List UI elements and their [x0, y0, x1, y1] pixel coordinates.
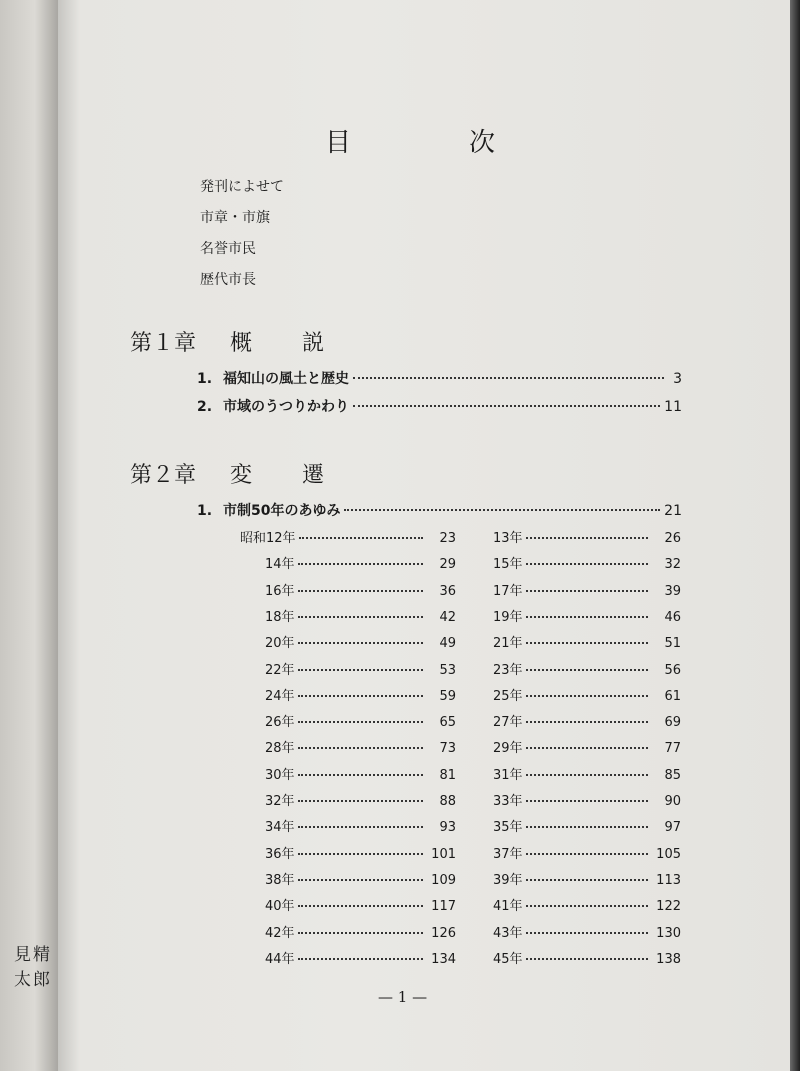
entry-label: 市制50年のあゆみ: [223, 503, 341, 519]
year-page: 77: [664, 741, 681, 757]
year-label: 25年: [493, 688, 523, 704]
year-entry[interactable]: [265, 711, 456, 731]
chapter-number: 第１章: [130, 331, 197, 356]
year-entry[interactable]: [265, 580, 456, 600]
year-entry[interactable]: [265, 948, 456, 968]
year-label: 24年: [265, 688, 295, 704]
year-label: 29年: [493, 741, 523, 757]
dot-leader: [526, 616, 648, 618]
year-label: 40年: [265, 899, 295, 915]
dot-leader: [526, 563, 648, 565]
front-matter-item[interactable]: 市章・市旗: [200, 210, 270, 226]
year-entry[interactable]: [265, 737, 456, 757]
entry-label: 福知山の風土と歴史: [223, 371, 349, 387]
dot-leader: [526, 958, 648, 960]
dot-leader: [526, 800, 648, 802]
chapter-title-char: 変: [230, 463, 253, 488]
dot-leader: [353, 377, 664, 379]
year-label: 28年: [265, 741, 295, 757]
year-entry[interactable]: [493, 869, 681, 889]
year-entry[interactable]: [493, 606, 681, 626]
year-page: 138: [656, 951, 681, 967]
dot-leader: [344, 509, 660, 511]
page-number: — 1 —: [378, 988, 428, 1006]
dot-leader: [526, 905, 648, 907]
year-label: 45年: [493, 951, 523, 967]
dot-leader: [298, 590, 423, 592]
year-page: 29: [439, 557, 456, 573]
adjacent-page-text: 見精太郎: [14, 945, 52, 990]
year-entry[interactable]: [265, 632, 456, 652]
year-page: 93: [439, 820, 456, 836]
dot-leader: [298, 616, 423, 618]
year-entry[interactable]: [265, 606, 456, 626]
year-label: 21年: [493, 636, 523, 652]
year-label: 18年: [265, 609, 295, 625]
dot-leader: [298, 721, 423, 723]
year-entry[interactable]: [265, 659, 456, 679]
year-page: 53: [439, 662, 456, 678]
year-page: 49: [439, 636, 456, 652]
dot-leader: [298, 747, 423, 749]
entry-page: 11: [664, 399, 682, 415]
year-entry[interactable]: [493, 659, 681, 679]
chapter-number: 第２章: [130, 463, 197, 488]
year-page: 97: [664, 820, 681, 836]
dot-leader: [298, 853, 423, 855]
toc-title: [325, 122, 495, 159]
year-label: 44年: [265, 951, 295, 967]
year-label: 15年: [493, 557, 523, 573]
dot-leader: [526, 590, 648, 592]
year-label: 31年: [493, 767, 523, 783]
year-page: 105: [656, 846, 681, 862]
year-page: 36: [439, 583, 456, 599]
dot-leader: [298, 958, 423, 960]
year-label: 27年: [493, 715, 523, 731]
year-entry[interactable]: [265, 816, 456, 836]
year-page: 39: [664, 583, 681, 599]
dot-leader: [526, 721, 648, 723]
year-label: 23年: [493, 662, 523, 678]
entry-page: 3: [673, 371, 682, 387]
toc-title-char-2: 次: [469, 128, 496, 158]
year-entry[interactable]: [493, 922, 681, 942]
dot-leader: [526, 853, 648, 855]
year-label: 20年: [265, 636, 295, 652]
dot-leader: [298, 695, 423, 697]
year-page: 113: [656, 872, 681, 888]
year-label: 33年: [493, 794, 523, 809]
year-label: 22年: [265, 662, 295, 678]
year-page: 56: [664, 662, 681, 678]
year-page: 88: [439, 794, 456, 809]
year-entry[interactable]: [493, 737, 681, 757]
year-page: 126: [431, 925, 456, 941]
year-entry[interactable]: [265, 685, 456, 705]
dot-leader: [298, 932, 423, 934]
year-entry[interactable]: [240, 527, 456, 547]
front-matter-list: [200, 178, 284, 302]
year-page: 134: [431, 951, 456, 967]
year-entry[interactable]: [265, 922, 456, 942]
year-label: 38年: [265, 872, 295, 888]
year-label: 32年: [265, 794, 295, 809]
year-page: 59: [439, 688, 456, 704]
dot-leader: [298, 642, 423, 644]
dot-leader: [298, 826, 423, 828]
year-page: 117: [431, 899, 456, 915]
toc-title-char-1: 目: [325, 128, 352, 158]
year-page: 109: [431, 872, 456, 888]
year-entry[interactable]: [265, 843, 456, 863]
year-entry[interactable]: [493, 553, 681, 573]
chapter-1-heading: [130, 326, 324, 357]
chapter-title: [230, 331, 324, 356]
dot-leader: [298, 800, 423, 802]
year-label: 19年: [493, 609, 523, 625]
year-label: 41年: [493, 899, 523, 915]
dot-leader: [298, 563, 423, 565]
toc-entry[interactable]: [197, 396, 682, 416]
page-edge-shadow: [790, 0, 800, 1071]
dot-leader: [526, 642, 648, 644]
year-page: 90: [664, 794, 681, 809]
year-label: 35年: [493, 820, 523, 836]
year-entry[interactable]: [493, 895, 681, 915]
dot-leader: [298, 905, 423, 907]
year-entry[interactable]: [493, 790, 681, 810]
year-entry[interactable]: [493, 632, 681, 652]
entry-number: 2.: [197, 399, 213, 415]
year-page: 69: [664, 715, 681, 731]
year-page: 42: [439, 609, 456, 625]
entry-number: 1.: [197, 371, 213, 387]
year-label: 26年: [265, 715, 295, 731]
year-label: 17年: [493, 583, 523, 599]
year-page: 51: [664, 636, 681, 652]
adjacent-page: [0, 0, 58, 1071]
year-label: 42年: [265, 925, 295, 941]
chapter-title-char: 説: [302, 331, 325, 356]
dot-leader: [526, 695, 648, 697]
year-entry[interactable]: [493, 843, 681, 863]
year-page: 61: [664, 688, 681, 704]
year-entry[interactable]: [493, 816, 681, 836]
year-entry[interactable]: [265, 869, 456, 889]
year-label: 14年: [265, 557, 295, 573]
dot-leader: [526, 826, 648, 828]
dot-leader: [298, 669, 423, 671]
year-entry[interactable]: [493, 948, 681, 968]
year-entry[interactable]: [265, 553, 456, 573]
year-entry[interactable]: [265, 895, 456, 915]
front-matter-item[interactable]: 歴代市長: [200, 272, 256, 288]
chapter-title-char: 遷: [302, 463, 325, 488]
toc-entry[interactable]: [197, 500, 682, 520]
dot-leader: [526, 774, 648, 776]
dot-leader: [526, 537, 648, 539]
front-matter-item[interactable]: 発刊によせて: [200, 179, 284, 195]
year-label: 16年: [265, 583, 295, 599]
year-label: 34年: [265, 820, 295, 836]
entry-label: 市域のうつりかわり: [223, 399, 349, 415]
chapter-title: [230, 463, 324, 488]
year-page: 65: [439, 715, 456, 731]
year-entry[interactable]: [265, 764, 456, 784]
year-page: 85: [664, 767, 681, 783]
year-page: 46: [664, 609, 681, 625]
year-entry[interactable]: [493, 527, 681, 547]
dot-leader: [526, 669, 648, 671]
dot-leader: [298, 879, 423, 881]
entry-page: 21: [664, 503, 682, 519]
dot-leader: [353, 405, 660, 407]
dot-leader: [526, 879, 648, 881]
year-entry[interactable]: [493, 764, 681, 784]
year-page: 32: [664, 557, 681, 573]
dot-leader: [526, 747, 648, 749]
year-page: 81: [439, 767, 456, 783]
year-page: 23: [439, 531, 456, 546]
dot-leader: [298, 774, 423, 776]
dot-leader: [526, 932, 648, 934]
year-page: 101: [431, 846, 456, 862]
year-entry[interactable]: [493, 711, 681, 731]
year-label: 43年: [493, 925, 523, 941]
year-entry[interactable]: [493, 685, 681, 705]
toc-entry[interactable]: [197, 368, 682, 388]
year-entry[interactable]: [265, 790, 456, 810]
year-label: 30年: [265, 767, 295, 783]
year-label: 36年: [265, 846, 295, 862]
year-label: 13年: [493, 531, 523, 546]
front-matter-item[interactable]: 名誉市民: [200, 241, 256, 257]
dot-leader: [299, 537, 423, 539]
year-page: 130: [656, 925, 681, 941]
chapter-title-char: 概: [230, 331, 253, 356]
chapter-2-heading: [130, 458, 324, 489]
entry-number: 1.: [197, 503, 213, 519]
year-label: 昭和12年: [240, 531, 296, 546]
year-page: 73: [439, 741, 456, 757]
year-label: 39年: [493, 872, 523, 888]
year-entry[interactable]: [493, 580, 681, 600]
year-label: 37年: [493, 846, 523, 862]
year-page: 26: [664, 531, 681, 546]
year-page: 122: [656, 899, 681, 915]
